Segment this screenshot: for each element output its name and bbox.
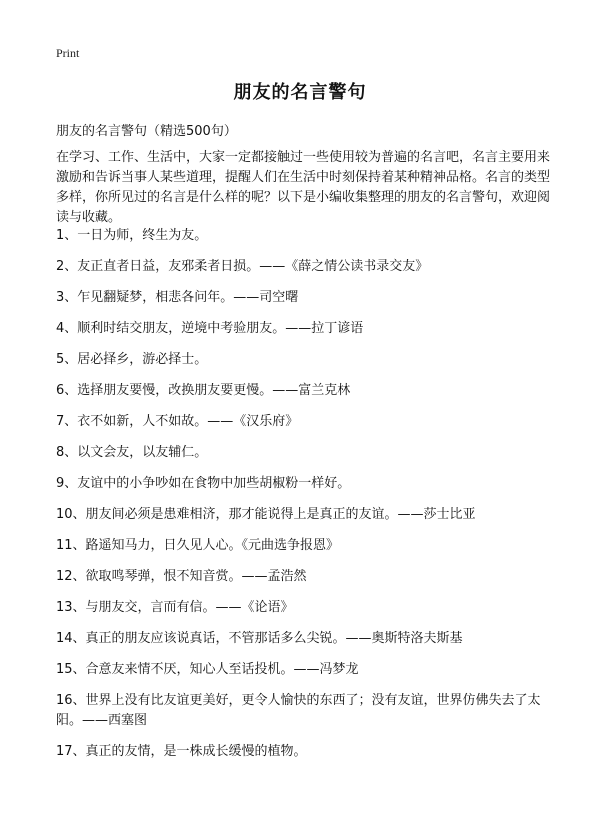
quote-item: 15、合意友来情不厌，知心人至话投机。——冯梦龙 — [56, 662, 359, 677]
quote-item: 12、欲取鸣琴弹，恨不知音赏。——孟浩然 — [56, 569, 307, 584]
quote-item: 16、世界上没有比友谊更美好，更令人愉快的东西了；没有友谊，世界仿佛失去了太阳。——西塞图 — [56, 693, 541, 728]
quote-item: 5、居必择乡，游必择士。 — [56, 352, 208, 367]
quote-item: 6、选择朋友要慢，改换朋友要更慢。——富兰克林 — [56, 383, 351, 398]
document-subtitle: 朋友的名言警句（精选500句） — [56, 124, 237, 139]
quote-item: 13、与朋友交，言而有信。——《论语》 — [56, 600, 294, 615]
quote-item: 17、真正的友情，是一株成长缓慢的植物。 — [56, 744, 307, 759]
quote-list — [56, 226, 556, 773]
quote-item: 11、路遥知马力，日久见人心。《元曲选争报恩》 — [56, 538, 340, 553]
quote-item: 3、乍见翻疑梦，相悲各问年。——司空曙 — [56, 290, 299, 305]
quote-item: 2、友正直者日益，友邪柔者日损。——《薛之情公读书录交友》 — [56, 259, 429, 274]
quote-item: 10、朋友间必须是患难相济，那才能说得上是真正的友谊。——莎士比亚 — [56, 507, 476, 522]
quote-item: 14、真正的朋友应该说真话，不管那话多么尖锐。——奥斯特洛夫斯基 — [56, 631, 463, 646]
print-link[interactable]: Print — [56, 46, 80, 60]
intro-paragraph: 在学习、工作、生活中，大家一定都接触过一些使用较为普遍的名言吧，名言主要用来激励和告诉当事人某些道理，提醒人们在生活中时刻保持着某种精神品格。名言的类型多样，你所见过的名言是什么样的呢？以下是小编收集整理的朋友的名言警句，欢迎阅读与收藏。 — [56, 150, 551, 225]
quote-item: 9、友谊中的小争吵如在食物中加些胡椒粉一样好。 — [56, 476, 351, 491]
quote-item: 7、衣不如新，人不如故。——《汉乐府》 — [56, 414, 299, 429]
document-title: 朋友的名言警句 — [233, 82, 367, 103]
quote-item: 8、以文会友，以友辅仁。 — [56, 445, 208, 460]
quote-item: 4、顺利时结交朋友，逆境中考验朋友。——拉丁谚语 — [56, 321, 364, 336]
quote-item: 1、一日为师，终生为友。 — [56, 228, 208, 243]
